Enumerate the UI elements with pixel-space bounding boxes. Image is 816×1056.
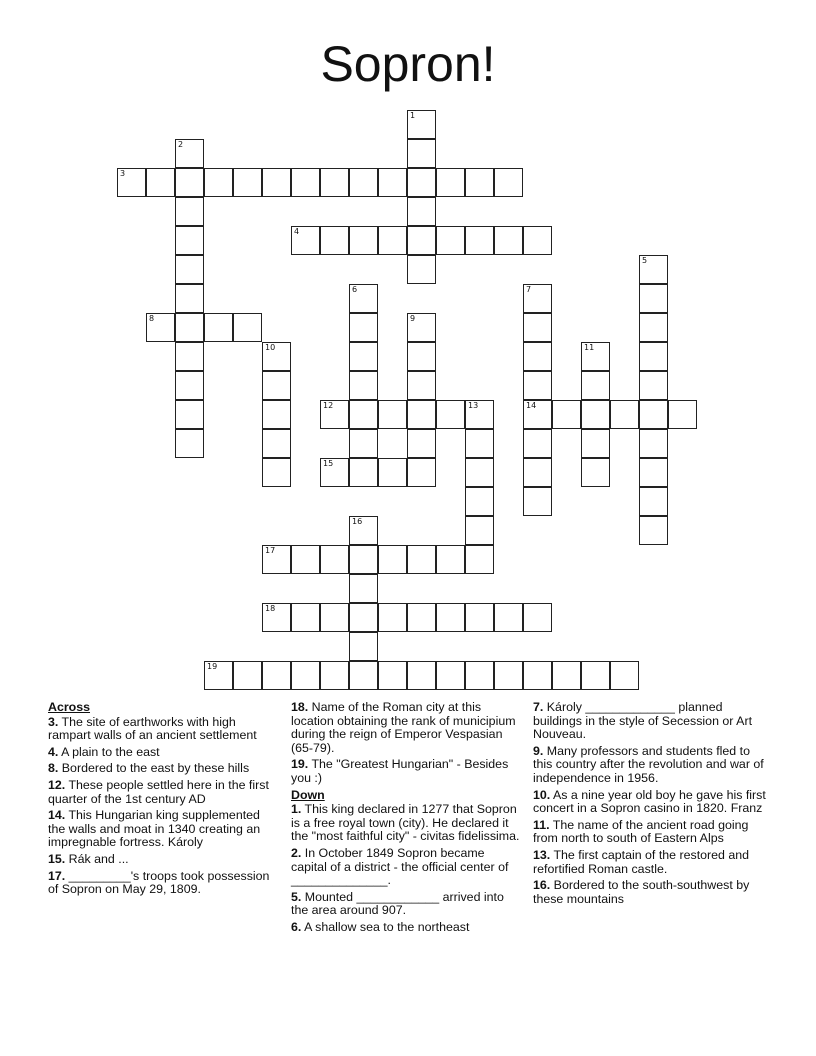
grid-cell[interactable] xyxy=(639,313,668,342)
grid-cell[interactable] xyxy=(407,545,436,574)
clue-item xyxy=(533,819,771,846)
grid-cell[interactable] xyxy=(523,371,552,400)
grid-cell[interactable] xyxy=(581,400,610,429)
clue-text: _________'s troops took possession of Sopron on May 29, 1809. xyxy=(48,868,270,897)
grid-cell[interactable] xyxy=(465,603,494,632)
grid-cell[interactable] xyxy=(407,197,436,226)
grid-cell[interactable] xyxy=(349,168,378,197)
grid-cell[interactable] xyxy=(639,458,668,487)
grid-cell[interactable] xyxy=(523,661,552,690)
grid-cell[interactable] xyxy=(465,661,494,690)
clue-text: Károly _____________ planned buildings in the style of Secession or Art Nouveau. xyxy=(533,700,753,742)
grid-cell[interactable] xyxy=(349,400,378,429)
clue-number: 14 xyxy=(526,401,537,410)
grid-cell[interactable] xyxy=(465,400,494,429)
grid-cell[interactable] xyxy=(262,545,291,574)
grid-cell[interactable] xyxy=(523,429,552,458)
grid-cell[interactable] xyxy=(407,661,436,690)
grid-cell[interactable] xyxy=(175,284,204,313)
clue-number: 10 xyxy=(265,343,276,352)
clue-number: 8 xyxy=(149,314,155,323)
grid-cell[interactable] xyxy=(639,516,668,545)
grid-cell[interactable] xyxy=(204,168,233,197)
grid-cell[interactable] xyxy=(175,400,204,429)
grid-cell[interactable] xyxy=(349,371,378,400)
clue-text: The site of earthworks with high rampart walls of an ancient settlement xyxy=(48,714,257,743)
grid-cell[interactable] xyxy=(523,603,552,632)
clue-text: Rák and ... xyxy=(65,851,129,866)
clue-number: 11 xyxy=(584,343,595,352)
clue-number-label: 13. xyxy=(533,847,551,862)
grid-cell[interactable] xyxy=(639,284,668,313)
clue-item xyxy=(533,789,771,816)
clue-number: 15 xyxy=(323,459,334,468)
grid-cell[interactable] xyxy=(175,313,204,342)
grid-cell[interactable] xyxy=(639,371,668,400)
grid-cell[interactable] xyxy=(465,168,494,197)
grid-cell[interactable] xyxy=(436,603,465,632)
grid-cell[interactable] xyxy=(233,661,262,690)
clue-item xyxy=(291,891,523,918)
clue-number: 17 xyxy=(265,546,276,555)
clue-number: 7 xyxy=(526,285,532,294)
clue-number-label: 18. xyxy=(291,700,309,714)
clue-item xyxy=(48,746,276,760)
grid-cell[interactable] xyxy=(146,168,175,197)
clue-text: The first captain of the restored and refortified Roman castle. xyxy=(533,847,750,876)
clue-number-label: 19. xyxy=(291,757,309,772)
grid-cell[interactable] xyxy=(407,603,436,632)
grid-cell[interactable] xyxy=(349,458,378,487)
clue-number-label: 7. xyxy=(533,700,544,714)
clue-text: A plain to the east xyxy=(58,744,160,759)
grid-cell[interactable] xyxy=(378,168,407,197)
clue-number-label: 3. xyxy=(48,714,59,729)
clue-column-2 xyxy=(291,701,523,938)
grid-cell[interactable] xyxy=(320,603,349,632)
grid-cell[interactable] xyxy=(233,313,262,342)
grid-cell[interactable] xyxy=(639,429,668,458)
grid-cell[interactable] xyxy=(378,661,407,690)
grid-cell[interactable] xyxy=(291,168,320,197)
clue-number: 1 xyxy=(410,111,416,120)
grid-cell[interactable] xyxy=(175,168,204,197)
clue-text: These people settled here in the first quarter of the 1st century AD xyxy=(48,777,269,806)
grid-cell[interactable] xyxy=(378,603,407,632)
clue-number: 13 xyxy=(468,401,479,410)
clue-number-label: 4. xyxy=(48,744,59,759)
grid-cell[interactable] xyxy=(523,342,552,371)
grid-cell[interactable] xyxy=(581,342,610,371)
clue-item xyxy=(533,745,771,786)
grid-cell[interactable] xyxy=(407,458,436,487)
grid-cell[interactable] xyxy=(320,545,349,574)
clue-number-label: 2. xyxy=(291,845,302,860)
clue-number-label: 17. xyxy=(48,868,66,883)
grid-cell[interactable] xyxy=(320,226,349,255)
clue-number: 6 xyxy=(352,285,358,294)
grid-cell[interactable] xyxy=(262,429,291,458)
clue-number: 3 xyxy=(120,169,126,178)
grid-cell[interactable] xyxy=(436,661,465,690)
clue-number: 5 xyxy=(642,256,648,265)
clue-text: This Hungarian king supplemented the walls and moat in 1340 creating an impregnable fortress. Károly xyxy=(48,808,261,850)
grid-cell[interactable] xyxy=(552,661,581,690)
grid-cell[interactable] xyxy=(378,400,407,429)
grid-cell[interactable] xyxy=(523,400,552,429)
grid-cell[interactable] xyxy=(175,371,204,400)
grid-cell[interactable] xyxy=(349,284,378,313)
clue-item xyxy=(48,809,276,850)
grid-cell[interactable] xyxy=(407,400,436,429)
grid-cell[interactable] xyxy=(320,168,349,197)
clue-text: A shallow sea to the northeast xyxy=(301,919,470,934)
grid-cell[interactable] xyxy=(552,400,581,429)
clue-item xyxy=(291,701,523,755)
clue-number: 18 xyxy=(265,604,276,613)
clue-item xyxy=(291,803,523,844)
grid-cell[interactable] xyxy=(639,342,668,371)
clue-item xyxy=(291,847,523,888)
across-heading: Across xyxy=(48,700,91,714)
grid-cell[interactable] xyxy=(175,197,204,226)
grid-cell[interactable] xyxy=(436,168,465,197)
clue-text: This king declared in 1277 that Sopron is a free royal town (city). He declared it the "most faithful city" - civitas fidelissima. xyxy=(291,802,520,844)
clue-number: 19 xyxy=(207,662,218,671)
grid-cell[interactable] xyxy=(349,574,378,603)
grid-cell[interactable] xyxy=(523,487,552,516)
grid-cell[interactable] xyxy=(349,632,378,661)
grid-cell[interactable] xyxy=(262,342,291,371)
grid-cell[interactable] xyxy=(349,545,378,574)
clue-text: Bordered to the east by these hills xyxy=(58,761,250,776)
grid-cell[interactable] xyxy=(639,487,668,516)
clue-item xyxy=(48,870,276,897)
clue-column-1 xyxy=(48,701,276,900)
clue-item xyxy=(533,879,771,906)
clue-text: The name of the ancient road going from north to south of Eastern Alps xyxy=(533,817,749,846)
clue-text: Bordered to the south-southwest by these mountains xyxy=(533,878,750,906)
grid-cell[interactable] xyxy=(262,661,291,690)
grid-cell[interactable] xyxy=(175,255,204,284)
grid-cell[interactable] xyxy=(581,429,610,458)
clue-number: 4 xyxy=(294,227,300,236)
grid-cell[interactable] xyxy=(204,313,233,342)
grid-cell[interactable] xyxy=(407,342,436,371)
grid-cell[interactable] xyxy=(581,661,610,690)
grid-cell[interactable] xyxy=(175,429,204,458)
grid-cell[interactable] xyxy=(349,516,378,545)
grid-cell[interactable] xyxy=(175,342,204,371)
clue-number-label: 15. xyxy=(48,851,66,866)
grid-cell[interactable] xyxy=(378,545,407,574)
clue-text: Mounted ____________ arrived into the area around 907. xyxy=(291,889,504,918)
clue-number-label: 14. xyxy=(48,808,66,823)
clue-text: Many professors and students fled to this country after the revolution and war of independence in 1956. xyxy=(533,743,764,785)
clue-text: In October 1849 Sopron became capital of a district - the official center of ______________. xyxy=(291,845,509,888)
clue-number-label: 1. xyxy=(291,802,302,817)
clue-item xyxy=(48,853,276,867)
grid-cell[interactable] xyxy=(494,226,523,255)
grid-cell[interactable] xyxy=(291,661,320,690)
clue-number-label: 10. xyxy=(533,787,551,802)
grid-cell[interactable] xyxy=(465,458,494,487)
grid-cell[interactable] xyxy=(465,226,494,255)
grid-cell[interactable] xyxy=(581,458,610,487)
clue-text: The "Greatest Hungarian" - Besides you :) xyxy=(291,757,509,785)
grid-cell[interactable] xyxy=(378,226,407,255)
grid-cell[interactable] xyxy=(610,400,639,429)
clue-item xyxy=(291,921,523,935)
grid-cell[interactable] xyxy=(320,400,349,429)
grid-cell[interactable] xyxy=(436,226,465,255)
clue-number-label: 9. xyxy=(533,743,544,758)
grid-cell[interactable] xyxy=(349,313,378,342)
grid-cell[interactable] xyxy=(320,661,349,690)
grid-cell[interactable] xyxy=(407,371,436,400)
clue-number-label: 6. xyxy=(291,919,302,934)
clue-item xyxy=(533,849,771,876)
grid-cell[interactable] xyxy=(378,458,407,487)
grid-cell[interactable] xyxy=(407,168,436,197)
grid-cell[interactable] xyxy=(407,139,436,168)
grid-cell[interactable] xyxy=(465,487,494,516)
grid-cell[interactable] xyxy=(494,168,523,197)
clue-item xyxy=(48,716,276,743)
grid-cell[interactable] xyxy=(494,603,523,632)
clue-number: 2 xyxy=(178,140,184,149)
grid-cell[interactable] xyxy=(262,603,291,632)
grid-cell[interactable] xyxy=(117,168,146,197)
grid-cell[interactable] xyxy=(146,313,175,342)
grid-cell[interactable] xyxy=(407,255,436,284)
grid-cell[interactable] xyxy=(262,168,291,197)
grid-cell[interactable] xyxy=(175,226,204,255)
grid-cell[interactable] xyxy=(407,226,436,255)
down-heading: Down xyxy=(291,787,325,802)
grid-cell[interactable] xyxy=(349,226,378,255)
grid-cell[interactable] xyxy=(349,342,378,371)
grid-cell[interactable] xyxy=(436,400,465,429)
grid-cell[interactable] xyxy=(291,226,320,255)
clue-number-label: 5. xyxy=(291,889,302,904)
clue-number-label: 8. xyxy=(48,761,59,776)
grid-cell[interactable] xyxy=(262,458,291,487)
grid-cell[interactable] xyxy=(465,429,494,458)
grid-cell[interactable] xyxy=(349,429,378,458)
clue-text: As a nine year old boy he gave his first concert in a Sopron casino in 1820. Franz xyxy=(533,787,766,816)
clue-number: 16 xyxy=(352,517,363,526)
grid-cell[interactable] xyxy=(523,284,552,313)
grid-cell[interactable] xyxy=(523,313,552,342)
clue-number-label: 16. xyxy=(533,878,551,893)
grid-cell[interactable] xyxy=(291,603,320,632)
grid-cell[interactable] xyxy=(494,661,523,690)
grid-cell[interactable] xyxy=(465,545,494,574)
grid-cell[interactable] xyxy=(407,110,436,139)
grid-cell[interactable] xyxy=(407,429,436,458)
grid-cell[interactable] xyxy=(639,255,668,284)
grid-cell[interactable] xyxy=(204,661,233,690)
grid-cell[interactable] xyxy=(233,168,262,197)
grid-cell[interactable] xyxy=(291,545,320,574)
clue-number: 12 xyxy=(323,401,334,410)
grid-cell[interactable] xyxy=(668,400,697,429)
grid-cell[interactable] xyxy=(610,661,639,690)
clue-item xyxy=(48,779,276,806)
clue-text: Name of the Roman city at this location obtaining the rank of municipium during the reign of Emperor Vespasian (65-79). xyxy=(291,700,516,755)
clue-number-label: 11. xyxy=(533,817,550,832)
grid-cell[interactable] xyxy=(436,545,465,574)
grid-cell[interactable] xyxy=(262,400,291,429)
clue-column-3 xyxy=(533,701,771,909)
grid-cell[interactable] xyxy=(407,313,436,342)
grid-cell[interactable] xyxy=(465,516,494,545)
grid-cell[interactable] xyxy=(581,371,610,400)
grid-cell[interactable] xyxy=(523,226,552,255)
clue-number-label: 12. xyxy=(48,777,66,792)
clue-number: 9 xyxy=(410,314,416,323)
clue-item xyxy=(291,758,523,785)
grid-cell[interactable] xyxy=(523,458,552,487)
puzzle-title: Sopron! xyxy=(320,36,496,92)
grid-cell[interactable] xyxy=(320,458,349,487)
grid-cell[interactable] xyxy=(639,400,668,429)
grid-cell[interactable] xyxy=(262,371,291,400)
clue-item xyxy=(48,762,276,776)
grid-cell[interactable] xyxy=(175,139,204,168)
grid-cell[interactable] xyxy=(349,661,378,690)
clue-item xyxy=(533,701,771,742)
grid-cell[interactable] xyxy=(349,603,378,632)
